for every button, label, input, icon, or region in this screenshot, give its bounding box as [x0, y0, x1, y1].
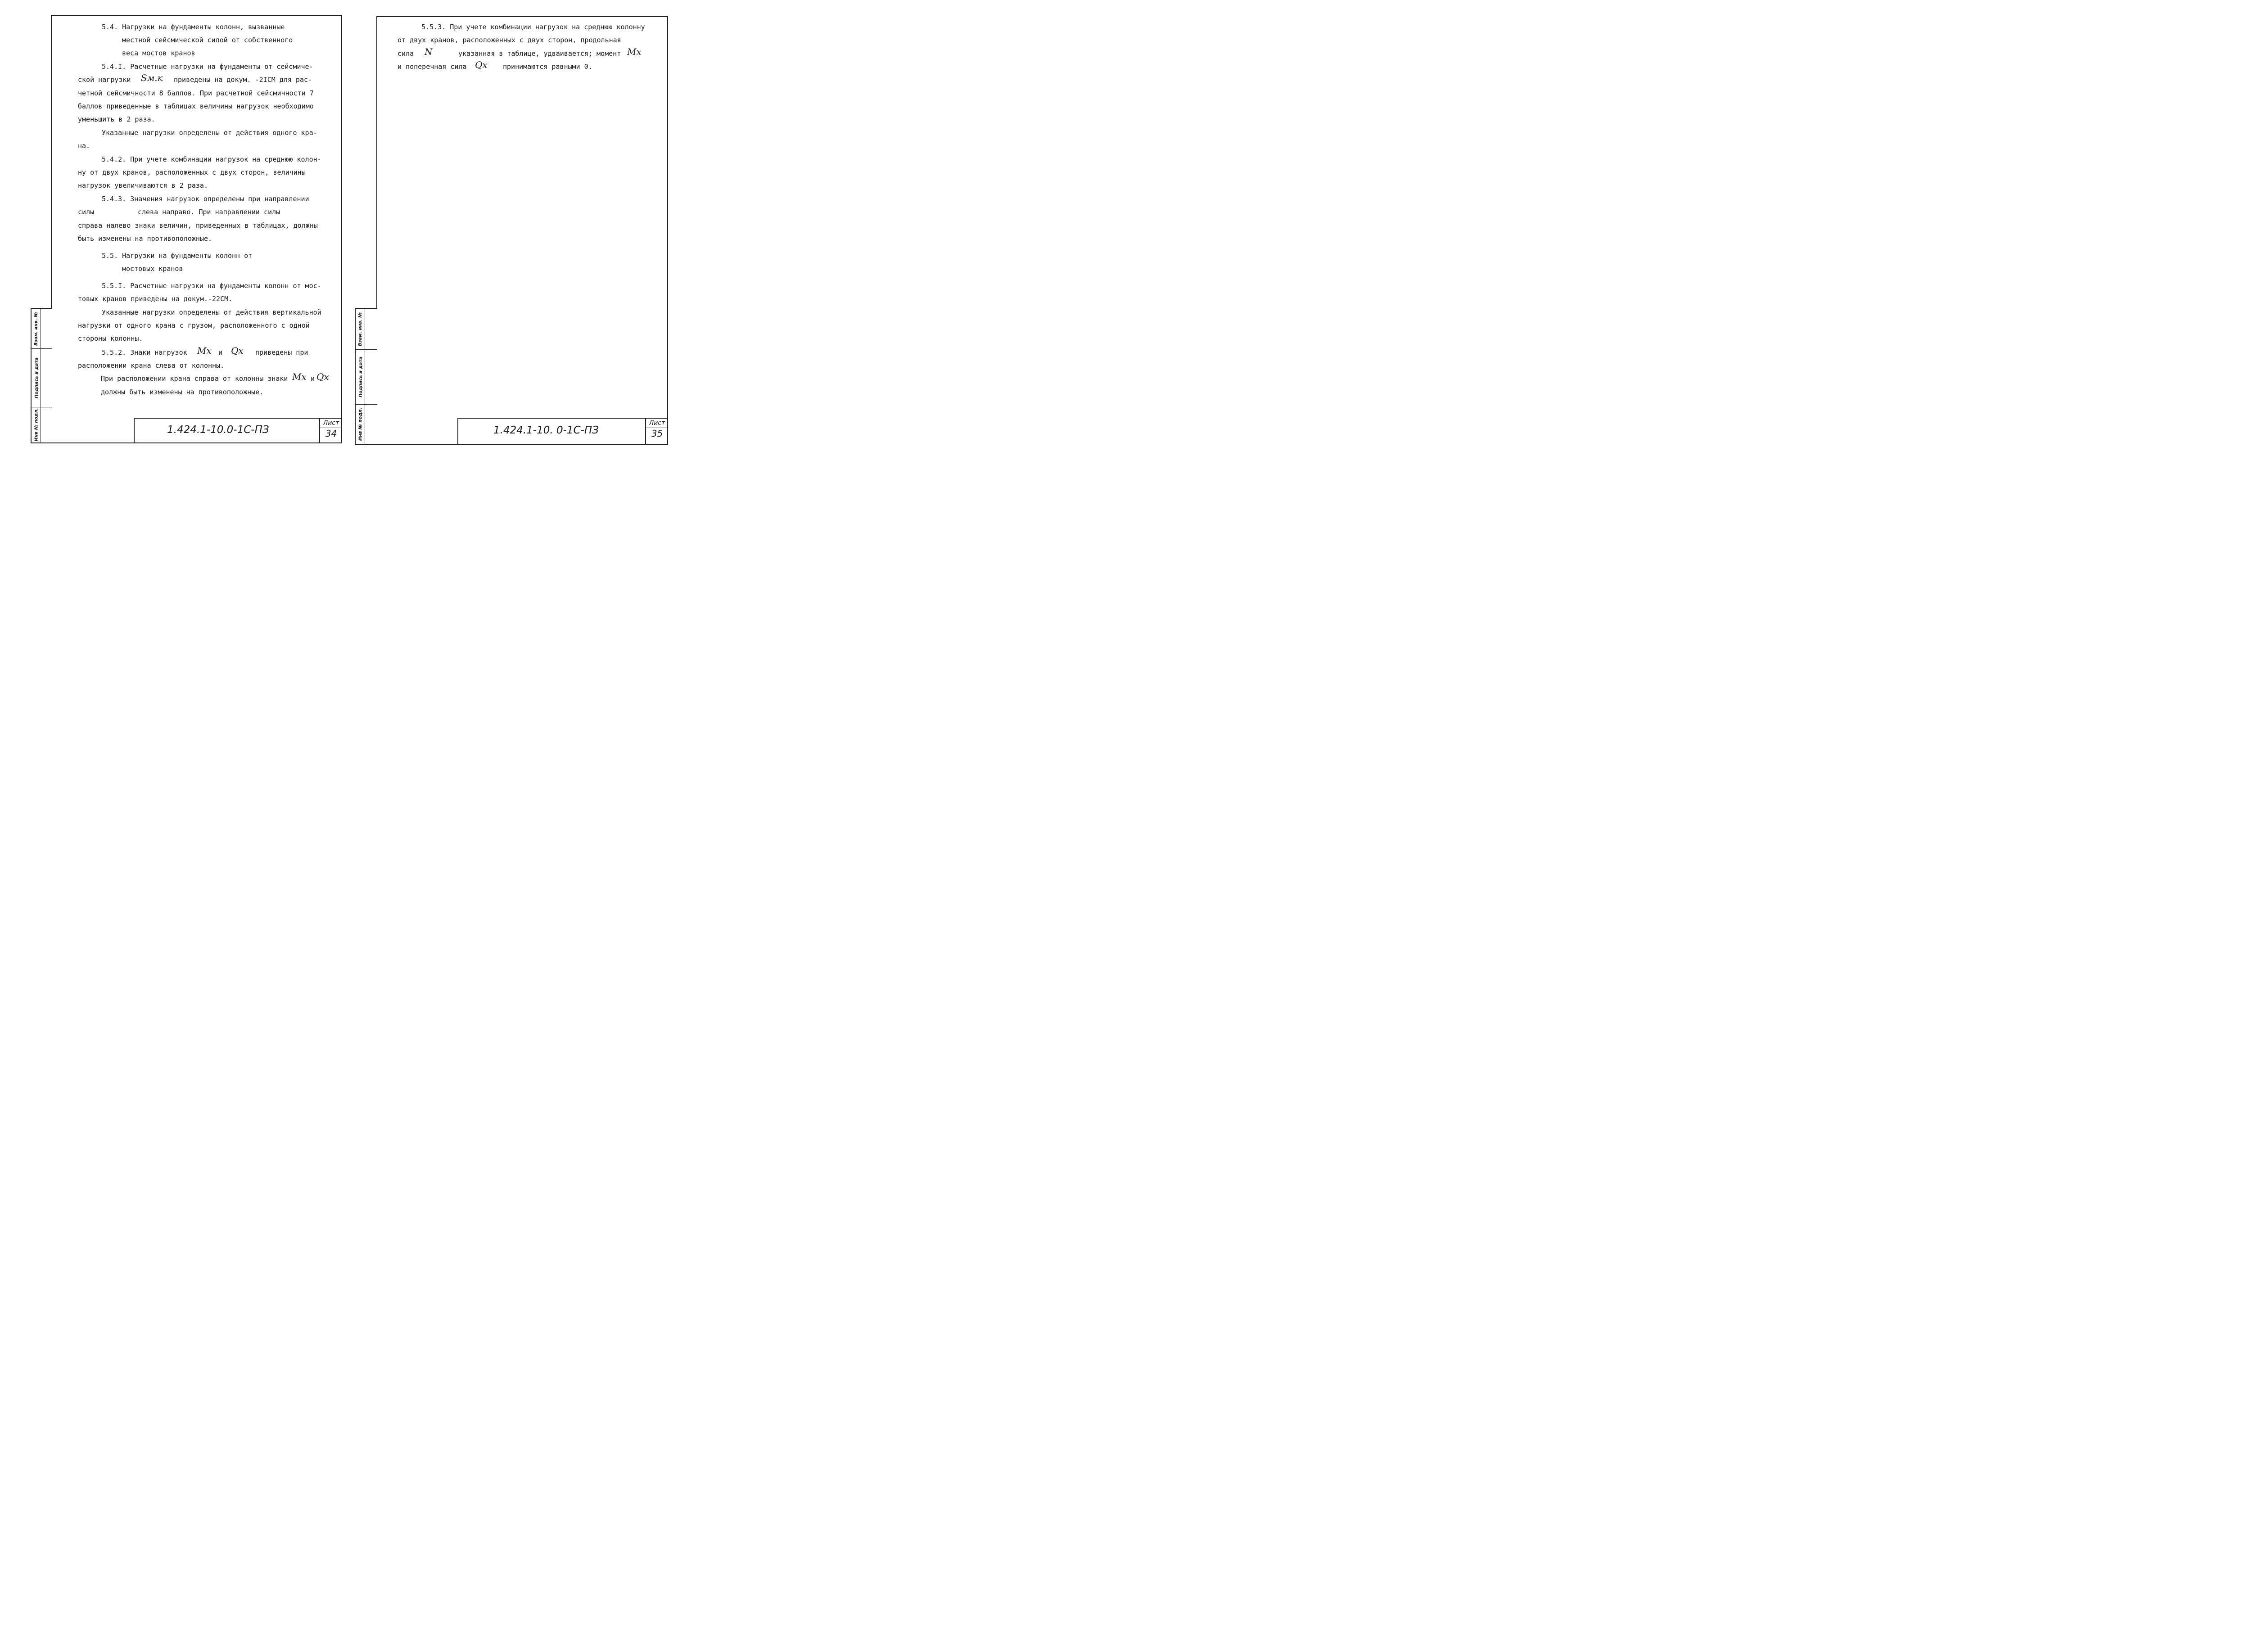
text-line: товых кранов приведены на докум.-22CM.: [78, 295, 233, 303]
text-line: баллов приведенные в таблицах величины нагрузок необходимо: [78, 102, 314, 110]
symbol-mx: Mx: [292, 371, 307, 382]
strip-label-replaced-inv: Взам. инв. №: [358, 312, 363, 346]
text-line: силы: [78, 208, 95, 216]
text-line: Указанные нагрузки определены от действия вертикальной: [102, 308, 321, 316]
text-line: местной сейсмической силой от собственного: [122, 36, 293, 44]
text-line: слева направо. При направлении силы: [138, 208, 280, 216]
symbol-qx: Qx: [231, 345, 244, 356]
text-line: справа налево знаки величин, приведенных в таблицах, должны: [78, 221, 318, 230]
text-line: сила: [398, 50, 414, 58]
text-line: веса мостов кранов: [122, 49, 195, 57]
section-heading-5-5: 5.5. Нагрузки на фундаменты колонн от: [102, 252, 253, 260]
paragraph-5-5-1: 5.5.I. Расчетные нагрузки на фундаменты колонн от мос-: [102, 282, 321, 290]
section-heading-5-4: 5.4. Нагрузки на фундаменты колонн, вызванные: [102, 23, 285, 31]
sheet-number: 35: [651, 428, 663, 439]
text-line: быть изменены на противоположные.: [78, 235, 212, 243]
sheet-number-box: [319, 419, 342, 442]
document-code: 1.424.1-10. 0-1C-ПЗ: [493, 424, 599, 436]
strip-label-inv-number: Инв № подл.: [358, 407, 363, 441]
text-line: приведены на докум. -2ICM для рас-: [174, 76, 312, 84]
symbol-mx: Mx: [197, 345, 212, 356]
text-line: ну от двух кранов, расположенных с двух сторон, величины: [78, 168, 306, 176]
sheet-label: Лист: [646, 419, 668, 428]
text-line: и поперечная сила: [398, 63, 467, 71]
sheet-number: 34: [325, 428, 337, 439]
text-line: и: [311, 375, 315, 383]
paragraph-5-5-2: 5.5.2. Знаки нагрузок: [102, 348, 187, 357]
paragraph-5-4-3: 5.4.3. Значения нагрузок определены при направлении: [102, 195, 309, 203]
side-strip-right: [355, 308, 377, 445]
text-line: приведены при: [255, 348, 308, 357]
text-line: нагрузок увеличиваются в 2 раза.: [78, 181, 208, 190]
paragraph-5-4-1: 5.4.I. Расчетные нагрузки на фундаменты от сейсмиче-: [102, 63, 313, 71]
text-line: четной сейсмичности 8 баллов. При расчетной сейсмичности 7: [78, 89, 314, 97]
text-line: Указанные нагрузки определены от действия одного кра-: [102, 129, 317, 137]
side-strip-left: [31, 308, 52, 443]
sheet-label: Лист: [320, 419, 342, 428]
document-page-right: [376, 16, 668, 445]
strip-label-inv-number: Инв № подл.: [34, 408, 39, 442]
title-block-right: [457, 418, 667, 444]
sheet-number-box: [645, 419, 668, 444]
text-line: от двух кранов, расположенных с двух сторон, продольная: [398, 36, 621, 44]
strip-label-signature-date: Подпись и дата: [34, 357, 39, 398]
text-line: стороны колонны.: [78, 334, 143, 343]
strip-label-replaced-inv: Взам. инв. №: [34, 311, 39, 346]
text-line: на.: [78, 142, 90, 150]
title-block-left: [134, 418, 341, 442]
paragraph-5-5-3: 5.5.3. При учете комбинации нагрузок на среднюю колонну: [421, 23, 645, 31]
strip-label-signature-date: Подпись и дата: [358, 356, 363, 397]
symbol-qx: Qx: [475, 59, 488, 70]
text-line: ской нагрузки: [78, 76, 131, 84]
text-line: расположении крана слева от колонны.: [78, 361, 225, 370]
symbol-mx: Mx: [627, 46, 642, 57]
document-code: 1.424.1-10.0-1C-ПЗ: [167, 424, 269, 436]
text-line: и: [218, 348, 223, 357]
symbol-qx: Qx: [316, 371, 329, 382]
symbol-n: N: [425, 46, 433, 57]
text-line: нагрузки от одного крана с грузом, расположенного с одной: [78, 321, 310, 329]
text-line: указанная в таблице, удваивается; момент: [458, 50, 621, 58]
symbol-smk: Sм.к: [141, 72, 163, 83]
text-line: должны быть изменены на противоположные.: [101, 388, 264, 396]
text-line: уменьшить в 2 раза.: [78, 115, 155, 123]
text-line: мостовых кранов: [122, 265, 183, 273]
text-line: При расположении крана справа от колонны знаки: [101, 375, 288, 383]
paragraph-5-4-2: 5.4.2. При учете комбинации нагрузок на среднюю колон-: [102, 155, 321, 163]
text-line: принимаются равными 0.: [503, 63, 592, 71]
